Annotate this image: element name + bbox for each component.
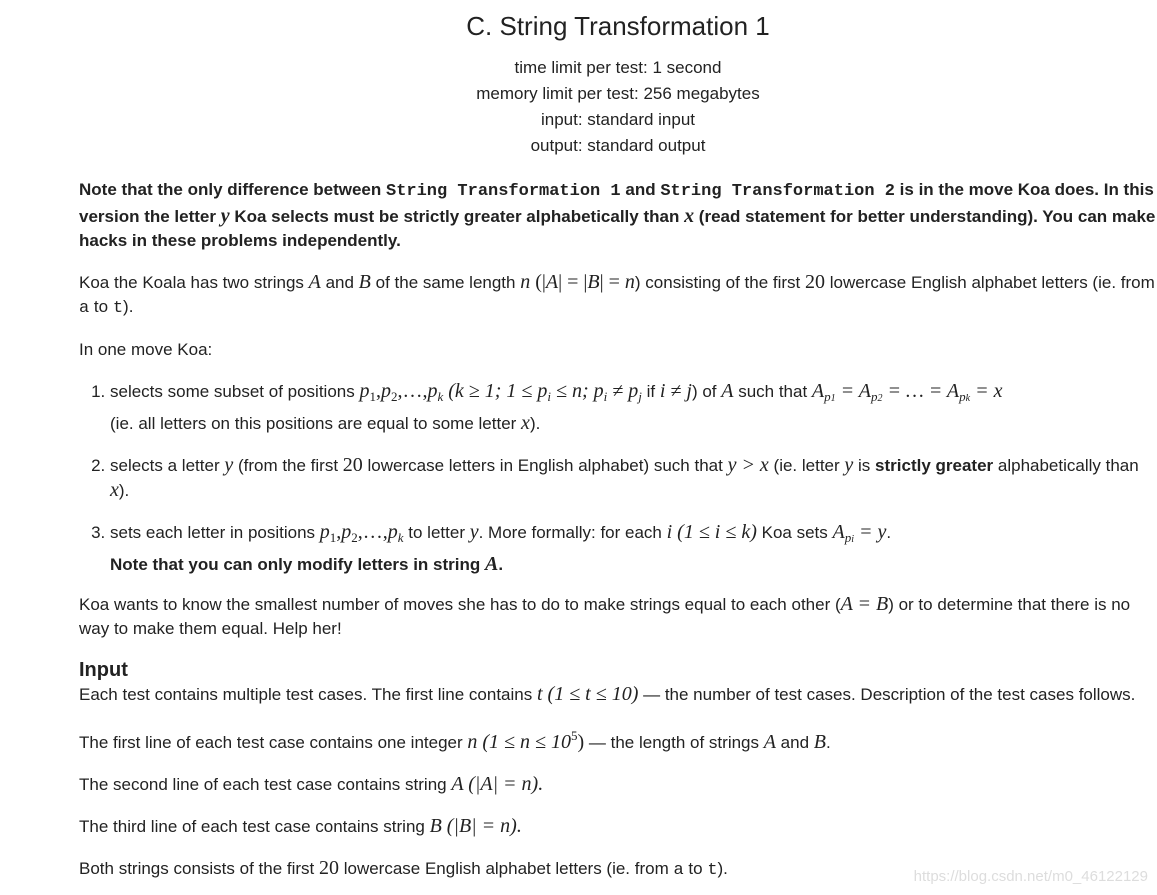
- input-paragraph-1: [79, 682, 1157, 707]
- text: sets each letter in positions: [110, 523, 320, 542]
- math-sub: i: [603, 389, 608, 404]
- math-var: p: [959, 389, 966, 404]
- intro-paragraph: [79, 270, 1157, 321]
- math-text: (1 ≤ n ≤ 10: [477, 731, 572, 753]
- code-letter: t: [112, 299, 124, 318]
- math-text: i ≠ j: [659, 380, 692, 402]
- math-text: ≠ p: [607, 380, 639, 402]
- math-var: A: [545, 271, 559, 293]
- text: selects a letter: [110, 456, 225, 475]
- math-sub: i: [851, 534, 854, 545]
- math-text: A = B: [840, 593, 889, 615]
- math-var: A: [721, 380, 734, 402]
- math-sub: [824, 389, 836, 404]
- input-heading: Input: [79, 659, 128, 681]
- math-var: p: [387, 521, 398, 543]
- text: The first line of each test case contains one integer: [79, 733, 468, 752]
- math-var: p: [427, 380, 438, 402]
- math-var: B: [813, 731, 826, 753]
- math-text: = A: [835, 380, 871, 402]
- text: .: [825, 733, 831, 752]
- math-var: B: [429, 815, 442, 837]
- text: of the same length: [370, 273, 521, 292]
- modify-note: [110, 555, 503, 574]
- math-var: t: [536, 683, 543, 705]
- note-text: and: [620, 180, 661, 199]
- note-text: (read statement for better understanding). You can make hacks in these problems independently.: [79, 207, 1156, 250]
- math-var: A: [308, 271, 321, 293]
- math-var: n: [520, 271, 531, 293]
- output-spec: output: standard output: [530, 136, 706, 155]
- math-sub: 2: [390, 389, 398, 404]
- math-var: B: [587, 271, 600, 293]
- math-var: p: [844, 530, 852, 545]
- text: . More formally: for each: [478, 523, 667, 542]
- math-sub: i: [547, 389, 552, 404]
- math-var: x: [684, 205, 695, 227]
- text: lowercase English alphabet letters (ie. from: [338, 859, 674, 878]
- math-text: ,: [375, 380, 381, 402]
- math-var: y: [469, 521, 479, 543]
- math-sub: k: [397, 530, 404, 545]
- math-var: n: [467, 731, 478, 753]
- math-text: (1 ≤ t ≤ 10): [542, 683, 639, 705]
- text: Koa the Koala has two strings: [79, 273, 309, 292]
- math-var: A: [832, 521, 845, 543]
- one-move-label: In one move Koa:: [79, 340, 213, 359]
- text: to: [683, 859, 708, 878]
- text: ) consisting of the first: [634, 273, 805, 292]
- text: ).: [529, 414, 541, 433]
- code-letter: a: [79, 299, 90, 318]
- math-sub: 2: [877, 393, 883, 404]
- text: lowercase English alphabet letters (ie. from: [825, 273, 1155, 292]
- text: to letter: [403, 523, 470, 542]
- goal-paragraph: [79, 592, 1157, 641]
- text: such that: [733, 382, 812, 401]
- math-text: ,…,: [357, 521, 388, 543]
- math-var: A: [811, 380, 825, 402]
- text: ) of: [691, 382, 722, 401]
- math-text: = … = A: [882, 380, 960, 402]
- math-sub: 1: [830, 393, 836, 404]
- math-var: x: [110, 479, 119, 501]
- math-var: p: [341, 521, 352, 543]
- text: ).: [717, 859, 728, 878]
- text: ) or to determine that there is no way to make them equal. Help her!: [79, 595, 1131, 638]
- input-spec: input: standard input: [540, 110, 696, 129]
- text: The second line of each test case contains string: [79, 775, 452, 794]
- math-var: y: [844, 454, 854, 476]
- text: to: [89, 297, 113, 316]
- math-var: y: [220, 205, 230, 227]
- math-var: x: [521, 412, 530, 434]
- emphasis: strictly greater: [875, 456, 994, 475]
- math-text: (|B| = n).: [441, 815, 522, 837]
- text: Note that you can only modify letters in string: [110, 555, 485, 574]
- text: and: [775, 733, 814, 752]
- text: Koa wants to know the smallest number of moves she has to do to make strings equal to each other (: [79, 595, 841, 614]
- math-number: 20: [342, 454, 363, 476]
- text: — the length of strings: [584, 733, 764, 752]
- version-note: [79, 178, 1157, 253]
- math-text: | =: [599, 271, 625, 293]
- text: (ie. all letters on this positions are equal to some letter: [110, 414, 522, 433]
- math-text: (|A| = n).: [463, 773, 544, 795]
- math-text: = y: [854, 521, 887, 543]
- math-text: ≤ n; p: [551, 380, 604, 402]
- input-paragraph-3: [79, 772, 1157, 797]
- text: ).: [123, 297, 134, 316]
- text: is: [853, 456, 876, 475]
- text: Koa sets: [756, 523, 833, 542]
- math-sub: 2: [351, 530, 358, 545]
- math-sup: 5: [571, 728, 578, 743]
- math-sub: k: [965, 393, 971, 404]
- math-var: A: [451, 773, 464, 795]
- text: (from the first: [233, 456, 343, 475]
- math-var: p: [359, 380, 370, 402]
- text: Both strings consists of the first: [79, 859, 319, 878]
- math-sub: 1: [369, 389, 376, 404]
- math-number: 20: [318, 857, 339, 879]
- math-text: ,…,: [397, 380, 428, 402]
- math-text: | = |: [558, 271, 588, 293]
- memory-limit: memory limit per test: 256 megabytes: [476, 84, 760, 103]
- math-text: (k ≥ 1; 1 ≤ p: [443, 380, 548, 402]
- note-code-1: String Transformation 1: [386, 182, 621, 201]
- watermark: https://blog.csdn.net/m0_46122129: [913, 868, 1148, 885]
- problem-header: [78, 0, 1157, 159]
- problem-statement: [79, 0, 1157, 883]
- note-text: is in the move Koa does. In this version the letter: [79, 180, 1154, 226]
- math-var: n: [624, 271, 635, 293]
- input-paragraph-4: [79, 814, 1157, 839]
- math-var: p: [870, 389, 878, 404]
- math-sub: [959, 389, 970, 404]
- text: .: [498, 555, 504, 574]
- math-var: A: [763, 731, 776, 753]
- step-2: [110, 453, 1157, 503]
- text: if: [641, 382, 660, 401]
- time-limit: time limit per test: 1 second: [514, 58, 722, 77]
- math-var: y: [224, 454, 234, 476]
- math-var: p: [824, 389, 831, 404]
- math-var: B: [358, 271, 371, 293]
- math-number: 20: [805, 271, 825, 293]
- text: lowercase letters in English alphabet) such that: [362, 456, 728, 475]
- math-sub: [845, 530, 854, 545]
- text: The third line of each test case contains string: [79, 817, 430, 836]
- math-text: = x: [970, 380, 1003, 402]
- text: — the number of test cases. Description of the test cases follows.: [638, 685, 1136, 704]
- math-var: A: [485, 553, 499, 575]
- math-sub: k: [437, 389, 444, 404]
- step-1: [110, 379, 1157, 436]
- code-letter: t: [707, 861, 718, 880]
- math-var: p: [319, 521, 330, 543]
- text: and: [320, 273, 359, 292]
- move-steps-list: [79, 379, 1157, 577]
- text: (ie. letter: [768, 456, 845, 475]
- math-var: p: [380, 380, 391, 402]
- math-sub: [871, 389, 883, 404]
- math-text: y > x: [727, 454, 769, 476]
- math-text: ): [577, 731, 585, 753]
- problem-title: C. String Transformation 1: [466, 11, 770, 41]
- note-code-2: String Transformation 2: [660, 182, 895, 201]
- input-paragraph-2: [79, 724, 1157, 755]
- math-sub: j: [638, 389, 642, 404]
- text: .: [886, 523, 892, 542]
- math-var: i: [666, 521, 673, 543]
- step-3: 3. sets each letter in positions $p_1,p_2,\dots,p_k$ to letter y. More formally: for each i (1 ≤ i ≤ k) Koa sets $A_{pi} = y$. Note that you can only modify letters in string A.: [110, 520, 1157, 577]
- math-text: (1 ≤ i ≤ k): [672, 521, 757, 543]
- note-text: Note that the only difference between: [79, 180, 386, 199]
- text: Each test contains multiple test cases. The first line contains: [79, 685, 537, 704]
- code-letter: a: [673, 861, 684, 880]
- text: ).: [118, 481, 130, 500]
- math-sub: 1: [329, 530, 337, 545]
- math-text: (|: [530, 271, 546, 293]
- note-text: Koa selects must be strictly greater alphabetically than: [229, 207, 685, 226]
- text: selects some subset of positions: [110, 382, 360, 401]
- text: alphabetically than: [993, 456, 1139, 475]
